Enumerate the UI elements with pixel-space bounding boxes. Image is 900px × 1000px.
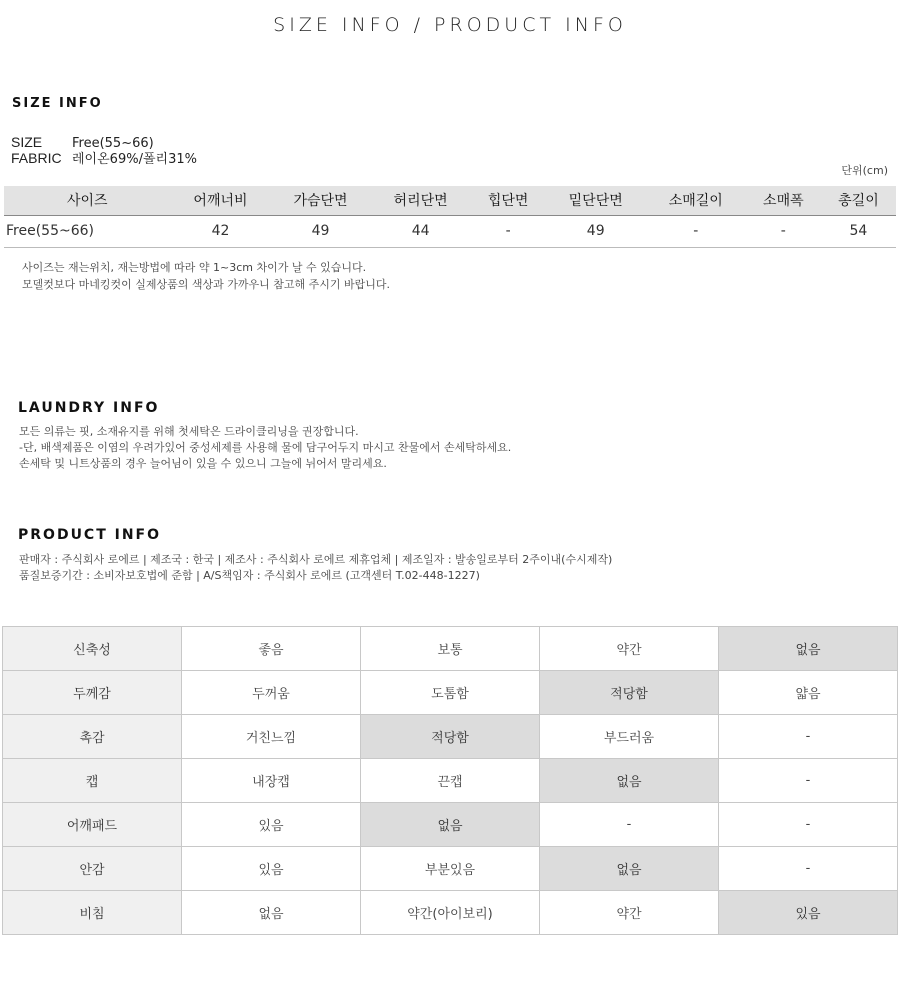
size-label: SIZE	[11, 134, 43, 150]
property-label: 어깨패드	[3, 803, 182, 847]
unit-label: 단위(cm)	[841, 164, 888, 177]
note-line: 모델컷보다 마네킹컷이 실제상품의 색상과 가까우니 참고해 주시기 바랍니다.	[22, 278, 391, 291]
table-cell: 54	[821, 215, 896, 247]
size-table	[4, 186, 896, 248]
property-option: 부분있음	[361, 847, 540, 891]
note-line: 모든 의류는 핏, 소재유지를 위해 첫세탁은 드라이클리닝을 권장합니다.	[19, 425, 359, 438]
property-option: 내장캡	[182, 759, 361, 803]
property-option: 있음	[182, 803, 361, 847]
property-option-selected: 없음	[540, 759, 719, 803]
size-notes	[22, 259, 390, 293]
table-cell: 49	[271, 215, 371, 247]
property-row	[3, 803, 898, 847]
column-header: 허리단면	[371, 186, 471, 215]
column-header: 소매폭	[746, 186, 821, 215]
column-header: 어깨너비	[170, 186, 270, 215]
property-option: 부드러움	[540, 715, 719, 759]
property-option: 없음	[182, 891, 361, 935]
property-label: 촉감	[3, 715, 182, 759]
table-cell: -	[471, 215, 546, 247]
column-header: 힙단면	[471, 186, 546, 215]
table-cell: 44	[371, 215, 471, 247]
column-header: 밑단단면	[546, 186, 646, 215]
page-title: SIZE INFO / PRODUCT INFO	[273, 14, 627, 36]
table-cell: -	[746, 215, 821, 247]
table-cell: -	[646, 215, 746, 247]
table-cell: 42	[170, 215, 270, 247]
note-line: 판매자 : 주식회사 로에르 | 제조국 : 한국 | 제조사 : 주식회사 로에르 제휴업체 | 제조일자 : 발송일로부터 2주이내(수시제작)	[19, 553, 613, 566]
property-label: 신축성	[3, 627, 182, 671]
property-option-selected: 적당함	[540, 671, 719, 715]
property-row	[3, 627, 898, 671]
column-header: 소매길이	[646, 186, 746, 215]
property-option-selected: 없음	[719, 627, 898, 671]
property-option: 약간	[540, 891, 719, 935]
property-option: 얇음	[719, 671, 898, 715]
property-row	[3, 759, 898, 803]
property-option-selected: 없음	[361, 803, 540, 847]
fabric-label: FABRIC	[11, 150, 62, 166]
table-cell: 49	[546, 215, 646, 247]
fabric-value: 레이온69%/폴리31%	[72, 152, 197, 167]
property-option: 보통	[361, 627, 540, 671]
property-option: 있음	[182, 847, 361, 891]
property-option: 좋음	[182, 627, 361, 671]
property-row	[3, 891, 898, 935]
fabric-spec	[11, 150, 197, 168]
note-line: -단, 배색제품은 이염의 우려가있어 중성세제를 사용해 물에 담구어두지 마시고 찬물에서 손세탁하세요.	[19, 441, 512, 454]
product-notes	[19, 552, 612, 584]
product-info-heading: PRODUCT INFO	[18, 527, 162, 543]
size-value: Free(55~66)	[72, 136, 154, 151]
property-row	[3, 715, 898, 759]
laundry-notes	[19, 424, 511, 472]
table-cell: Free(55~66)	[4, 215, 170, 247]
property-label: 비침	[3, 891, 182, 935]
column-header: 가슴단면	[271, 186, 371, 215]
property-option: 약간	[540, 627, 719, 671]
property-option: -	[540, 803, 719, 847]
property-option: 끈캡	[361, 759, 540, 803]
property-option: 두꺼움	[182, 671, 361, 715]
property-table	[2, 626, 898, 935]
table-row	[4, 215, 896, 247]
note-line: 사이즈는 재는위치, 재는방법에 따라 약 1~3cm 차이가 날 수 있습니다.	[22, 261, 367, 274]
property-option: 거친느낌	[182, 715, 361, 759]
note-line: 품질보증기간 : 소비자보호법에 준함 | A/S책임자 : 주식회사 로에르 (고객센터 T.02-448-1227)	[19, 569, 480, 582]
property-option-selected: 있음	[719, 891, 898, 935]
property-option: -	[719, 715, 898, 759]
property-label: 캡	[3, 759, 182, 803]
property-label: 두께감	[3, 671, 182, 715]
property-option: 도톰함	[361, 671, 540, 715]
property-option-selected: 적당함	[361, 715, 540, 759]
property-label: 안감	[3, 847, 182, 891]
property-option-selected: 없음	[540, 847, 719, 891]
property-row	[3, 847, 898, 891]
column-header: 총길이	[821, 186, 896, 215]
property-option: -	[719, 803, 898, 847]
property-option: -	[719, 759, 898, 803]
column-header: 사이즈	[4, 186, 170, 215]
note-line: 손세탁 및 니트상품의 경우 늘어님이 있을 수 있으니 그늘에 뉘어서 말리세요.	[19, 457, 387, 470]
property-option: 약간(아이보리)	[361, 891, 540, 935]
size-info-heading: SIZE INFO	[12, 96, 103, 111]
property-row	[3, 671, 898, 715]
laundry-info-heading: LAUNDRY INFO	[18, 400, 160, 416]
size-table-header	[4, 186, 896, 215]
property-option: -	[719, 847, 898, 891]
